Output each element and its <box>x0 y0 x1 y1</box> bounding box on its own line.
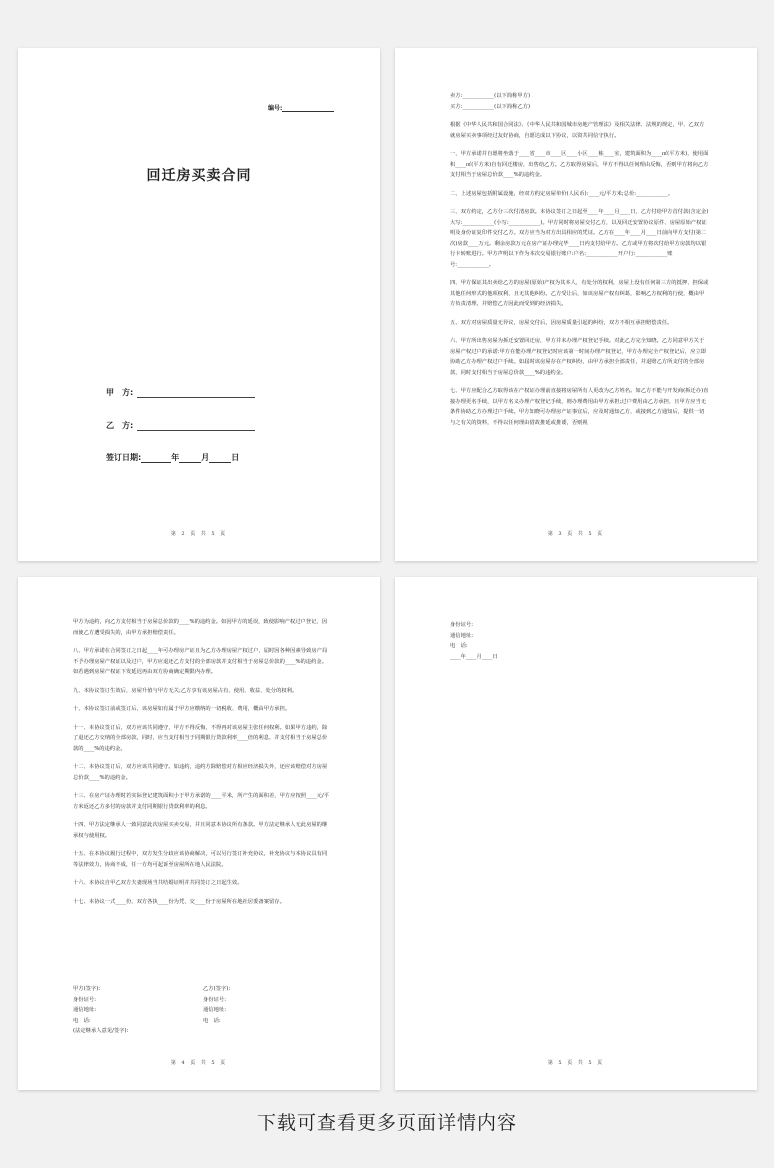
paragraph: 甲方为违约，向乙方支付相当于房屋总价款的____%的违约金。如因甲方的延误，致使影响产权过户登记，因而使乙方遭受损失的，由甲方承担赔偿责任。 <box>73 619 327 636</box>
signature-line: 身份证号: <box>73 996 96 1003</box>
page-2-cover <box>18 48 380 561</box>
paragraph: 卖方:____________(以下简称甲方) 买方:____________(以下简称乙方) <box>450 93 531 110</box>
page-footer: 第 5 页 共 5 页 <box>547 1060 605 1066</box>
sign-date-row: 签订日期: 年 月 日 <box>106 453 240 462</box>
paragraph: 四、甲方保证其出卖给乙方的房屋(原始)产权为其本人，有处分的权利，房屋上没有任何第三方的抵押、担保或其他任何形式的他项权利，且无其他纠纷。乙方受让后，如该房屋产权有纠葛，影响乙方权利的行使，概由甲方负责清理，并赔偿乙方因此而受到的经济损失。 <box>450 280 709 307</box>
page-4-body <box>73 617 332 915</box>
page-footer: 第 4 页 共 5 页 <box>170 1060 228 1066</box>
paragraph: 十、本协议签订前或签订后，该房屋如有属于甲方应缴纳的一切税收、费用，概由甲方承担。 <box>73 706 291 712</box>
paragraph: 六、甲方所出售房屋为拆迁安置回迁房，甲方并未办理产权登记手续。对此乙方完全知晓。乙方同意甲方关于房屋产权过户的承诺:甲方在能办理产权登记时应该第一时间办理产权登记，甲方办理完全产权登记后，应立即协助乙方办理产权过户手续。如届时该房屋存在产权纠纷，由甲方承担全部责任，并退赔乙方所支付的全部房款，同时支付相当于房屋总价款____%的违约金。 <box>450 338 707 376</box>
page-3 <box>395 48 757 561</box>
signature-line: 乙方(签字): <box>203 986 231 992</box>
paragraph: 十三、在房产证办理时若实际登记建筑面积小于甲方承诺的____平米，所产生的面积差，甲方应按照____元/平方米返还乙方多付的房款并支付同期银行贷款利率的利息。 <box>73 793 330 810</box>
signature-line: ____年____月____日 <box>450 653 498 660</box>
paragraph: 十六、本协议自甲乙双方夫妻现场当共结婚证明并共同签订之日起生效。 <box>73 880 243 886</box>
download-caption: 下载可查看更多页面详情内容 <box>256 1112 517 1134</box>
paragraph: 八、甲方承诺在合同签订之日起____年可办理房产证且为乙方办理房屋产权过户，届时因各种因素导致房产局不予办理房屋产权证以及过户，甲方应退还乙方支付的全部房款并支付相当于房屋总价款的____%的违约金。如若遇到房屋产权证下发延迟再由双方协商确定期限内办理。 <box>73 648 328 675</box>
party-b-blank <box>137 421 255 431</box>
paragraph: 十五、在本协议履行过程中，双方发生分歧应该协商解决，可以另行签订补充协议，补充协议与本协议具有同等法律效力，协商不成，任一方均可起诉至房屋所在地人民法院。 <box>73 851 328 868</box>
page-4 <box>18 577 380 1090</box>
paragraph: 十一、本协议签订后，双方应该共同遵守，甲方不得反悔，不得再对该房屋主张任何权利。如果甲方违约，除了退还乙方交纳的全部房款，同时，应当支付相当于同期银行贷款利率____倍的利息，并支付相当于房屋总价款的____%的违约金。 <box>73 724 328 752</box>
paragraph: 十四、甲方法定继承人一致同意此次房屋买卖交易，并且同意本协议所有条款。甲方法定继承人无此房屋的继承权与使用权。 <box>73 822 328 839</box>
contract-title: 回迁房买卖合同 <box>146 168 252 184</box>
party-b-label: 乙 方: <box>106 421 134 430</box>
page-footer: 第 2 页 共 5 页 <box>170 531 228 537</box>
contract-number <box>268 103 334 112</box>
paragraph: 五、双方对房屋质量无异议，房屋交付后，因房屋质量引起的纠纷，双方不相互承担赔偿责任。 <box>450 319 673 326</box>
paragraph: 七、甲方应配合乙方取得该在产权证办理前直接将房屋所有人更改为乙方姓名。如乙方不能与开发商(拆迁办)直接办理更名手续，以甲方名义办理产权登记手续，则办理费用由甲方承担;过户费用由乙方承担，且甲方应当无条件协助乙方办理过户手续。甲方知晓可办理房产证事宜后，应及时通知乙方，或接到乙方通知后，提供一切与之有关的资料，不得以任何理由借故推延或推诿，否则视 <box>450 388 709 426</box>
sign-date-label: 签订日期: <box>106 453 142 462</box>
signature-line: 通信地址: <box>450 632 473 639</box>
signature-line: (法定继承人意见/签字): <box>73 1028 129 1034</box>
paragraph: 三、双方约定，乙方分三次付清房款。本协议签订之日起至____年____月____日，乙方付给甲方首付款(含定金)大写:____________(小写:____________)。甲方同时将房屋交付乙方，以及回迁安置协议原件、房屋原始产权证明及身份证复印件交付乙方。双方应当为对方出具相应的凭证。乙方在____年____月____日前向甲方支付(第二次)房款____万元。剩余房款万元在房产证办理完毕____日内支付给甲方。乙方或甲方将次付给甲方房款均以银行卡转账进行。甲方声明以下作为本次交易银行账户:户名:____________开户行:____________账号:____________。 <box>450 209 709 268</box>
party-a-label: 甲 方: <box>106 388 134 397</box>
signature-line: 通信地址: <box>73 1007 96 1013</box>
paragraph: 十二、本协议签订后，双方应该共同遵守。如违约，违约方除赔偿对方相应经济损失外，还应该赔偿对方房屋总价款____%的违约金。 <box>73 764 328 781</box>
page-footer: 第 3 页 共 5 页 <box>547 531 605 537</box>
page-3-body <box>450 91 709 436</box>
signature-line: 电 话: <box>203 1017 221 1024</box>
paragraph: 一、甲方承诺并自愿将坐落于____省____市____区____小区____栋____室，建筑面积为____㎡(平方米)，使用面积____㎡(平方米)自有回迁楼房，出售给乙方。乙方取得房屋后，甲方不得以任何理由反悔，否则甲方将向乙方支付相当于房屋总价款____%的违约金。 <box>450 151 709 178</box>
signature-line: 身份证号: <box>450 622 473 628</box>
party-a-blank <box>137 388 255 398</box>
signature-line: 电 话: <box>73 1017 91 1024</box>
contract-number-label: 编号: <box>268 105 283 112</box>
signature-block-right <box>203 984 230 1026</box>
paragraph: 九、本协议签订生效后，房屋升值与甲方无关;乙方享有该房屋占有、使用、收益、处分的权利。 <box>73 687 298 694</box>
paragraph: 二、上述房屋包括附属设施，经双方约定房屋单价(人民币):____元/平方米;总价:____________。 <box>450 190 674 197</box>
page-5-signature-lines <box>450 620 498 662</box>
signature-line: 通信地址: <box>203 1007 226 1013</box>
signature-line: 电 话: <box>450 643 468 649</box>
paragraph: 十七、本协议一式____份，双方各执____份为凭，交____份于房屋所在地社居委备案留存。 <box>73 898 285 905</box>
page-5 <box>395 577 757 1090</box>
paragraph: 根据《中华人民共和国合同法》、《中华人民共和国城市房地产管理法》及相关法律、法规的规定，甲、乙双方就房屋买卖事项经过友好协商，自愿达成以下协议，以资共同信守执行。 <box>450 122 705 139</box>
signature-line: 身份证号: <box>203 996 226 1003</box>
party-b-row <box>106 420 255 431</box>
signature-block-left <box>73 984 128 1037</box>
signature-line: 甲方(签字): <box>73 986 101 992</box>
party-a-row <box>106 387 255 398</box>
contract-number-blank <box>282 103 334 112</box>
